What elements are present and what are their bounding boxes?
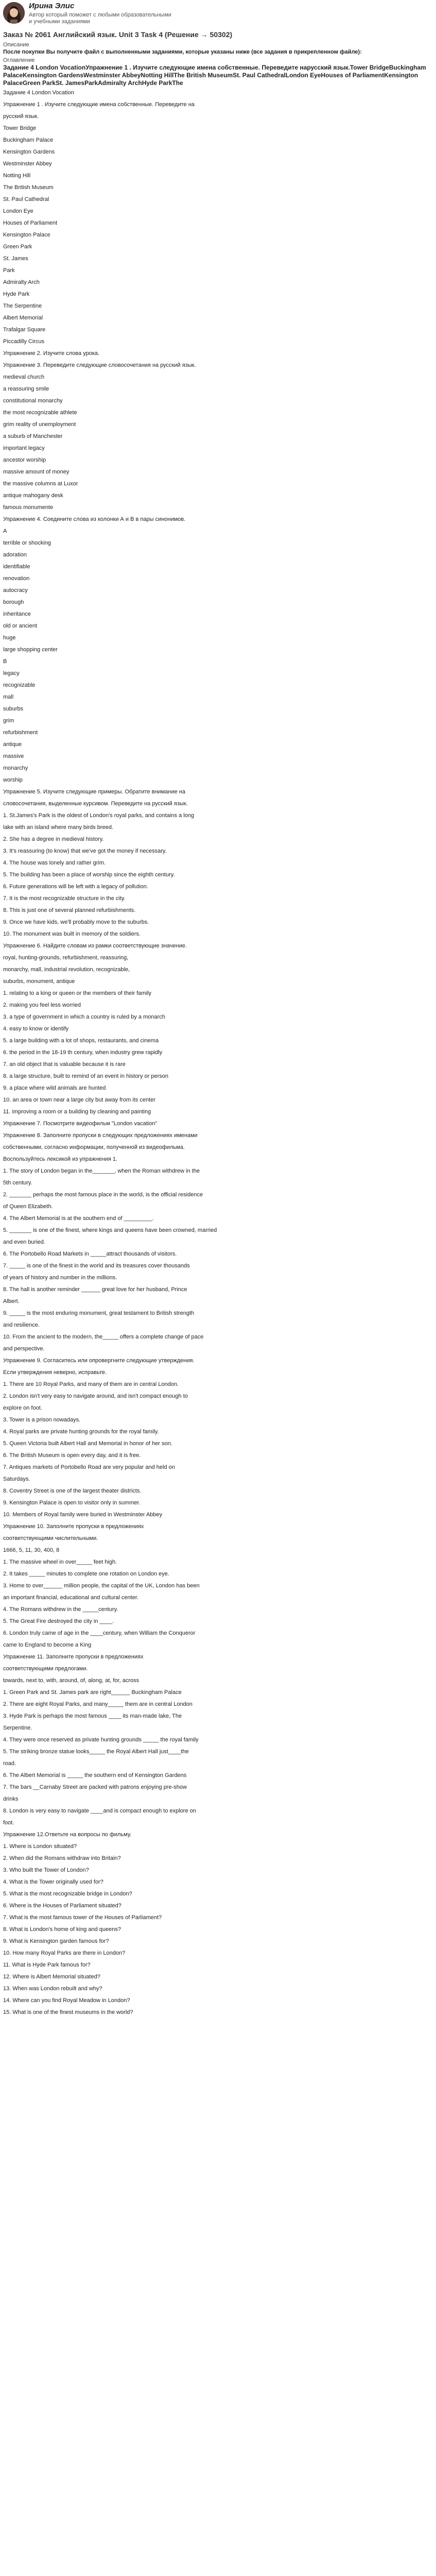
content-line: grim reality of unemployment [3,421,76,428]
content-line: 1. relating to a king or queen or the members of their family [3,990,151,996]
content-line: 4. The Romans withdrew in the _____century. [3,1606,118,1613]
content-line: 13. When was London rebuilt and why? [3,1986,102,1992]
content-line: Saturdays. [3,1476,30,1482]
content-line: 5. Queen Victoria built Albert Hall and Memorial in honor of her son. [3,1440,172,1447]
content-line: important legacy [3,445,45,451]
content-line: Green Park [3,244,32,250]
content-line: 1. Green Park and St. James park are right______ Buckingham Palace [3,1689,182,1696]
content-line: Упражнение 10. Заполните пропуски в предложениях [3,1523,144,1530]
content-line: Park [3,267,15,274]
author-header [0,0,436,26]
content-line: Hyde Park [3,291,30,297]
content-line: 9. _____ is the most enduring monument, great testament to British strength [3,1310,195,1316]
content-line: and even buried. [3,1239,45,1245]
content-line: 10. The monument was built in memory of the soldiers. [3,931,141,937]
content-line: an important financial, educational and cultural center. [3,1595,138,1601]
content-line: собственными, согласно информации, полученной из видеофильма. [3,1144,185,1150]
content-line: Trafalgar Square [3,327,46,333]
content-line: suburbs [3,706,24,712]
content-line: St. James [3,256,28,262]
content-line: autocracy [3,587,28,594]
content-line: ancestor worship [3,457,46,463]
content-line: 6. The Portobello Road Markets in _____attract thousands of visitors. [3,1251,177,1257]
content-line: 1. St.James's Park is the oldest of London's royal parks, and contains a long [3,812,195,819]
content-line: 7. _____ is one of the finest in the world and its treasures cover thousands [3,1263,190,1269]
content-line: Если утверждения неверно, исправьте. [3,1369,107,1376]
content-line: the most recognizable athlete [3,410,77,416]
content-line: Упражнение 9. Согласитесь или опровергните следующие утверждения. [3,1358,195,1364]
content-line: 1. The story of London began in the_______, when the Roman withdrew in the [3,1168,200,1174]
content-line: Houses of Parliament [3,220,58,226]
content-line: and perspective. [3,1346,45,1352]
content-line: 10. Members of Royal family were buried in Westminster Abbey [3,1512,163,1518]
content-line: antique mahogany desk [3,493,63,499]
content-line: 4. Royal parks are private hunting grounds for the royal family. [3,1429,159,1435]
content-line: Admiralty Arch [3,279,40,285]
content-line: Упражнение 5. Изучите следующие примеры. Обратите внимание на [3,789,185,795]
content-line: Упражнение 3. Переведите следующие словосочетания на русский язык. [3,362,196,368]
content-line: constitutional monarchy [3,398,63,404]
content-line: 5. The Great Fire destroyed the city in ____. [3,1618,114,1624]
content-line: Kensington Gardens [3,149,55,155]
content-line: 11. improving a room or a building by cleaning and painting [3,1109,151,1115]
content-line: Упражнение 12.Ответьте на вопросы по фильму. [3,1832,132,1838]
content-line: 5. a large building with a lot of shops, restaurants, and cinema [3,1038,159,1044]
content-line: B [3,658,7,665]
content-line: русский язык. [3,113,39,120]
content-line: massive [3,753,24,759]
content-line: Buckingham Palace [3,137,54,143]
content-line: Упражнение 11. Заполните пропуски в предложениях [3,1654,144,1660]
content-line: 5th century. [3,1180,32,1186]
content-line: monarchy [3,765,28,771]
content-line: huge [3,635,16,641]
content-line: borough [3,599,24,605]
content-line: came to England to become a King [3,1642,92,1648]
content-line: and resilience. [3,1322,40,1328]
content-line: 4. What is the Tower originally used for? [3,1879,103,1885]
content-line: Albert. [3,1298,20,1304]
content-line: A [3,528,7,534]
author-name[interactable]: Ирина Элис [29,2,75,10]
content-line: 8. This is just one of several planned refurbishments. [3,907,136,913]
content-line: famous monumente [3,504,54,511]
task-content-lines [3,87,433,2019]
content-line: 8. London is very easy to navigate ____and is compact enough to explore on [3,1808,196,1814]
content-line: Kensington Palace [3,232,50,238]
content-line: 2. She has a degree in medieval history. [3,836,104,842]
toc-label: Оглавление [3,57,35,63]
content-line: Воспользуйтесь лексикой из упражнения 1. [3,1156,118,1162]
content-line: 3. Hyde Park is perhaps the most famous ____ its man-made lake, The [3,1713,182,1719]
content-line: 9. What is Kensington garden famous for? [3,1938,109,1944]
content-line: 9. a place where wild animals are hunted [3,1085,106,1091]
content-line: 9. Once we have kids, we'll probably move to the suburbs. [3,919,149,925]
content-line: inheritance [3,611,31,617]
content-line: Упражнение 8. Заполните пропуски в следующих предложениях именами [3,1132,198,1139]
content-line: 8. Coventry Street is one of the largest theater districts. [3,1488,142,1494]
content-line: monarchy, mall, industrial revolution, recognizable, [3,967,130,973]
content-line: 1. The massive wheel in over_____ feet high. [3,1559,117,1565]
content-line: 9. Kensington Palace is open to visitor only in summer. [3,1500,141,1506]
content-line: adoration [3,552,27,558]
content-line: explore on foot. [3,1405,42,1411]
content-line: Tower Bridge [3,125,37,131]
content-line: medieval church [3,374,45,380]
content-line: 2. making you feel less worried [3,1002,81,1008]
content-line: The British Museum [3,184,54,191]
content-line: 10. From the ancient to the modern, the_____ offers a complete change of pace [3,1334,204,1340]
content-line: 2. It takes _____ minutes to complete one rotation on London eye. [3,1571,169,1577]
content-line: 2. There are eight Royal Parks, and many_____ them are in central London [3,1701,193,1707]
content-line: 6. Where is the Houses of Parliament situated? [3,1903,121,1909]
content-line: Piccadilly Circus [3,338,45,345]
content-line: соответствующими числительными. [3,1535,98,1541]
content-line: 3. Who built the Tower of London? [3,1867,89,1873]
content-line: 10. How many Royal Parks are there in London? [3,1950,126,1956]
content-line: 7. What is the most famous tower of the Houses of Parliament? [3,1914,162,1921]
content-line: Задание 4 London Vocation [3,90,74,96]
content-line: towards, next to, with, around, of, along, at, for, across [3,1677,139,1684]
content-line: Упражнение 6. Найдите словам из рамки соответствующие значение. [3,943,187,949]
content-line: 7. It is the most recognizable structure in the city. [3,895,126,902]
content-line: Albert Memorial [3,315,43,321]
content-line: 6. the period in the 18-19 th century, when industry grew rapidly [3,1049,163,1056]
content-line: 5. _______ is one of the finest, where kings and queens have been crowned, married [3,1227,217,1233]
content-line: road. [3,1760,16,1767]
content-line: 3. Home to over______ million people, the capital of the UK, London has been [3,1583,200,1589]
order-content [3,30,433,2019]
content-line: словосочетания, выделенные курсивом. Переведите на русский язык. [3,801,188,807]
content-line: 2. When did the Romans withdraw into Britain? [3,1855,121,1861]
content-line: suburbs, monument, antique [3,978,75,985]
content-line: Упражнение 1 . Изучите следующие имена собственные. Переведите на [3,101,195,108]
content-line: 8. What is London's home of king and queens? [3,1926,121,1933]
content-line: 6. The Albert Memorial is _____ the southern end of Kensington Gardens [3,1772,187,1778]
content-line: 8. The hall is another reminder ______ great love for her husband, Prince [3,1286,187,1293]
description-text: После покупки Вы получите файл с выполненными заданиями, которые указаны ниже (все задания в прикрепленном файле): [3,49,362,55]
content-line: a suburb of Manchester [3,433,63,439]
task-heading: Задание 4 London VocationУпражнение 1 . Изучите следующие имена собственные. Переведите нарусский язык.Tower BridgeBuckingham PalaceKensington GardensWestminster AbbeyNotting HillThe British MuseumSt. Paul CathedralLondon EyeHouses of ParliamentKensington PalaceGreen ParkSt. JamesParkAdmiralty ArchHyde ParkThe [3,64,426,87]
content-line: large shopping center [3,647,58,653]
content-line: The Serpentine [3,303,42,309]
content-line: 15. What is one of the finest museums in the world? [3,2009,133,2015]
content-line: drinks [3,1796,19,1802]
content-line: 6. The British Museum is open every day, and it is free. [3,1452,141,1459]
content-line: Упражнение 7. Посмотрите видеофильм "London vacation" [3,1121,158,1127]
content-line: worship [3,777,23,783]
content-line: 4. The Albert Memorial is at the southern end of _________. [3,1215,154,1222]
content-line: antique [3,741,22,748]
content-line: 12. Where is Albert Memorial situated? [3,1974,100,1980]
content-line: 14. Where can you find Royal Meadow in London? [3,1997,130,2004]
content-line: 4. The house was lonely and rather grim. [3,860,106,866]
content-line: 8. a large structure, built to remind of an event in history or person [3,1073,168,1079]
content-line: of Queen Elizabeth. [3,1204,53,1210]
content-line: foot. [3,1820,14,1826]
content-line: 2. _______ perhaps the most famous place in the world, is the official residence [3,1192,203,1198]
content-line: 3. Tower is a prison nowadays. [3,1417,81,1423]
author-avatar[interactable] [3,2,25,24]
content-line: massive amount of money [3,469,69,475]
content-line: 2. London isn't very easy to navigate around, and isn't compact enough to [3,1393,188,1399]
content-line: 10. an area or town near a large city but away from its center [3,1097,155,1103]
content-line: lake with an island where many birds breed. [3,824,114,831]
content-line: 5. The striking bronze statue looks_____ the Royal Albert Hall just____the [3,1749,189,1755]
content-line: 1. Where is London situated? [3,1843,77,1850]
content-line: 4. They were once reserved as private hunting grounds _____ the royal family [3,1737,199,1743]
content-line: Упражнение 2. Изучите слова урока. [3,350,100,357]
content-line: refurbishment [3,730,38,736]
content-line: 1666, 5, 11, 30, 400, 8 [3,1547,60,1553]
content-line: 7. Antiques markets of Portobello Road are very popular and held on [3,1464,175,1470]
content-line: соответствующими предлогами. [3,1666,88,1672]
content-line: renovation [3,575,30,582]
content-line: London Eye [3,208,33,214]
author-description: Автор который поможет с любыми образовательными и учебными заданиями [29,12,171,25]
order-title: Заказ № 2061 Английский язык. Unit 3 Task 4 (Решение → 50302) [3,30,233,39]
content-line: mall [3,694,14,700]
content-line: a reassuring smile [3,386,49,392]
content-line: identifiable [3,564,30,570]
content-line: Westminster Abbey [3,161,52,167]
content-line: legacy [3,670,20,676]
content-line: 6. Future generations will be left with a legacy of pollution. [3,884,148,890]
content-line: Serpentine. [3,1725,32,1731]
content-line: 11. What is Hyde Park famous for? [3,1962,91,1968]
content-line: the massive columns at Luxor [3,481,78,487]
content-line: recognizable [3,682,36,688]
description-label: Описание [3,42,29,48]
content-line: 5. What is the most recognizable bridge in London? [3,1891,132,1897]
content-line: old or ancient [3,623,38,629]
content-line: 1. There are 10 Royal Parks, and many of them are in central London. [3,1381,179,1387]
content-line: terrible or shocking [3,540,51,546]
content-line: 5. The building has been a place of worship since the eighth century. [3,872,175,878]
content-line: of years of history and number in the millions. [3,1275,117,1281]
content-line: 3. a type of government in which a country is ruled by a monarch [3,1014,165,1020]
content-line: 6. London truly came of age in the ____century, when William the Conqueror [3,1630,196,1636]
content-line: 7. an old object that is valuable because it is rare [3,1061,126,1067]
content-line: Notting Hill [3,173,31,179]
content-line: 3. It's reassuring (to know) that we've got the money if necessary. [3,848,167,854]
content-line: 7. The bars __Carnaby Street are packed with patrons enjoying pre-show [3,1784,187,1790]
content-line: Упражнение 4. Соедините слова из колонки А и В в пары синонимов. [3,516,186,522]
content-line: 4. easy to know or identify [3,1026,69,1032]
avatar-photo-icon [3,2,25,24]
content-line: royal, hunting-grounds, refurbishment, reassuring, [3,955,129,961]
content-line: St. Paul Cathedral [3,196,49,202]
content-line: grim [3,718,14,724]
